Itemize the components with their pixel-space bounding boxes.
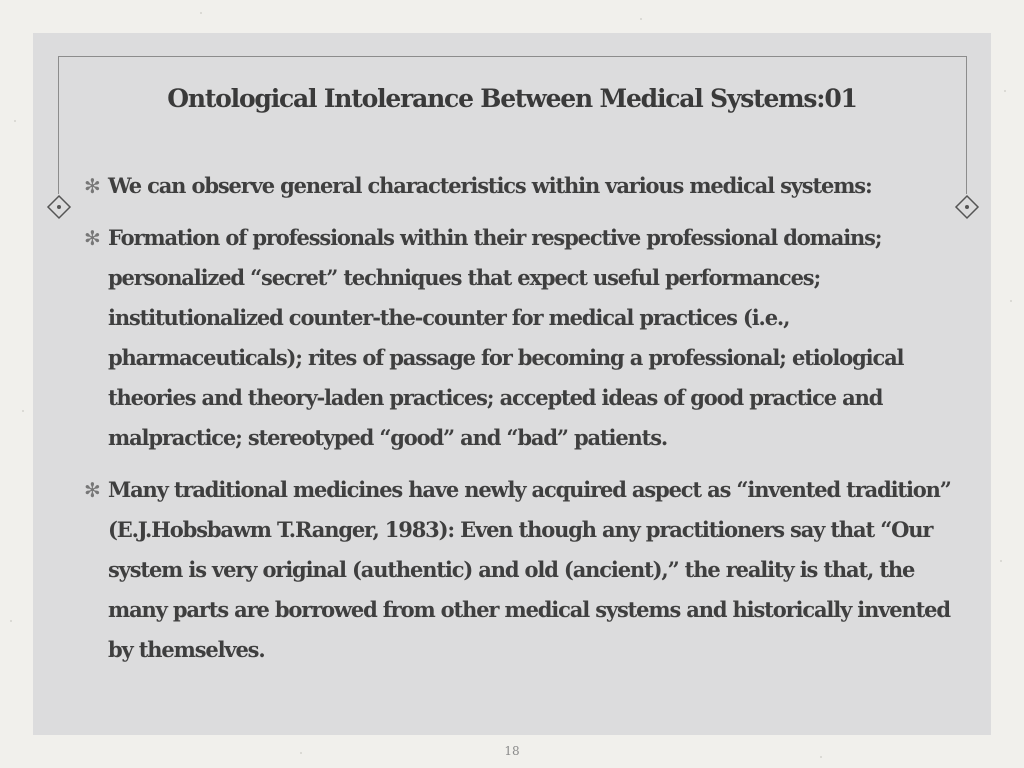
speck [22, 410, 24, 412]
bullet-item [84, 166, 964, 206]
speck [1004, 90, 1006, 92]
asterisk-icon: ✻ [84, 226, 101, 250]
speck [10, 620, 12, 622]
frame-left-rule [58, 56, 59, 194]
frame-top-rule [58, 56, 966, 57]
speck [640, 18, 642, 20]
bullet-text: Formation of professionals within their respective professional domains; personalized “secret” techniques that expect useful performances; institutionalized counter-the-counter for medical practices (i.e., pharmaceuticals); rites of passage for becoming a professional; etiological theories and theory-laden practices; accepted ideas of good practice and malpractice; stereotyped “good” and “bad” patients. [108, 225, 904, 450]
speck [1010, 300, 1012, 302]
speck [200, 12, 202, 14]
bullet-item [84, 218, 964, 458]
page-number: 18 [504, 744, 520, 758]
asterisk-icon: ✻ [84, 478, 101, 502]
speck [1000, 560, 1002, 562]
speck [300, 752, 302, 754]
frame-right-rule [966, 56, 967, 194]
speck [14, 120, 16, 122]
bullet-list [84, 166, 964, 682]
speck [820, 756, 822, 758]
asterisk-icon: ✻ [84, 174, 101, 198]
bullet-text: Many traditional medicines have newly acquired aspect as “invented tradition” (E.J.Hobsbawm T.Ranger, 1983): Even though any practitioners say that “Our system is very original (authentic) and old (ancient),” the reality is that, the many parts are borrowed from other medical systems and historically invented by themselves. [108, 477, 951, 662]
bullet-text: We can observe general characteristics within various medical systems: [108, 173, 872, 198]
bullet-item [84, 470, 964, 670]
diamond-ornament-icon [46, 194, 72, 220]
slide-title: Ontological Intolerance Between Medical Systems:01 [167, 84, 857, 113]
